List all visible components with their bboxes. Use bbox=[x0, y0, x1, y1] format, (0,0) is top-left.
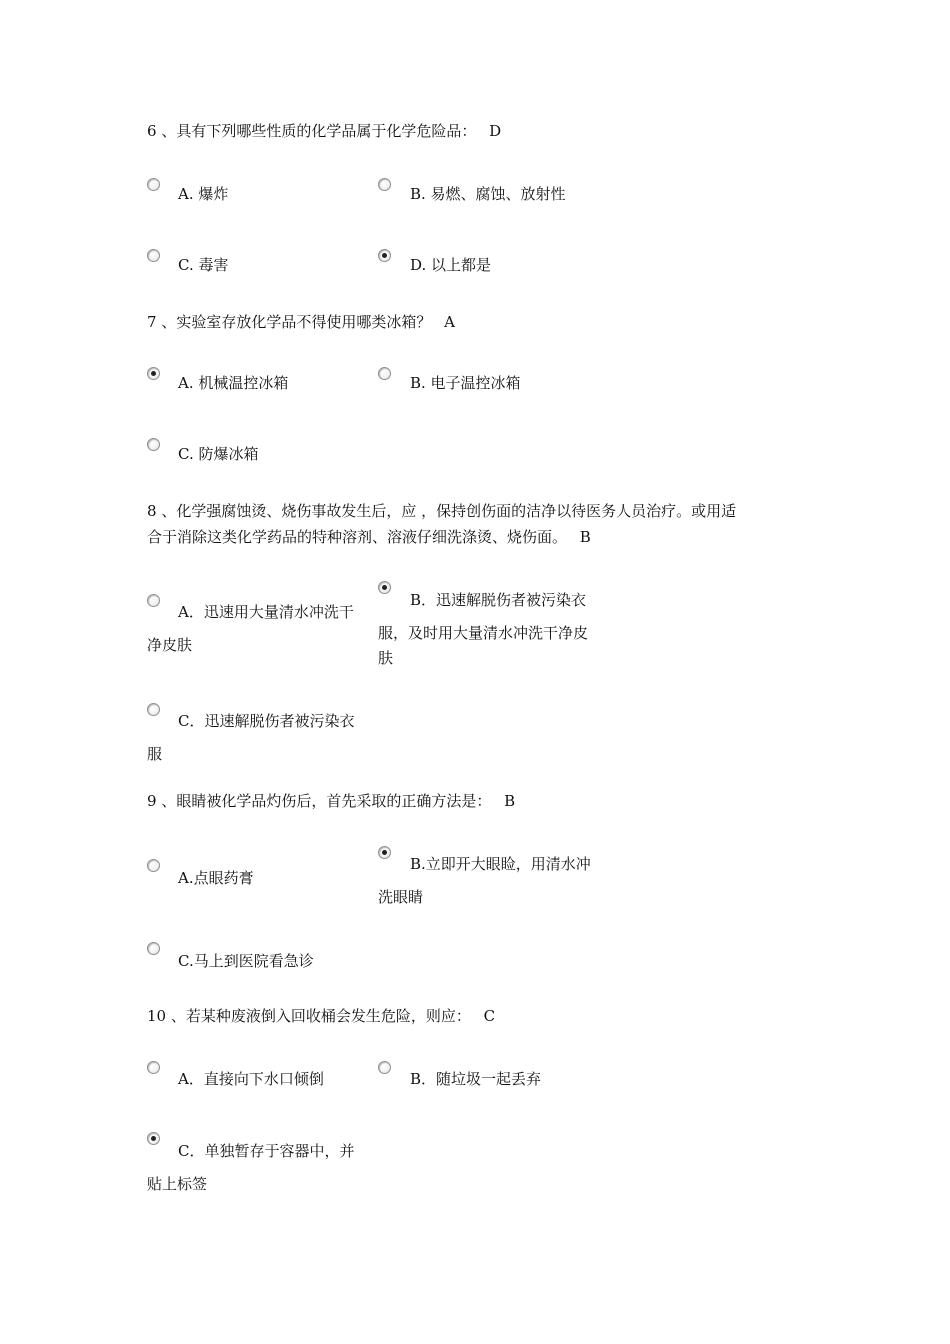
q10-option-a-radio[interactable] bbox=[147, 1061, 160, 1074]
q6-option-c-radio[interactable] bbox=[147, 249, 160, 262]
question-text-line1: 、化学强腐蚀烫、烧伤事故发生后，应 ，保持创伤面的洁净以待医务人员治疗。或用适 bbox=[161, 502, 737, 520]
question-9 bbox=[147, 790, 515, 811]
answer-key: B bbox=[504, 792, 516, 810]
q8-option-a-label-line2: 净皮肤 bbox=[147, 636, 193, 654]
q7-option-a-label: A. 机械温控冰箱 bbox=[178, 374, 289, 392]
q9-option-b-label-line1: B.立即开大眼睑，用清水冲 bbox=[410, 855, 591, 873]
q6-option-a-radio[interactable] bbox=[147, 178, 160, 191]
q7-option-b-label: B. 电子温控冰箱 bbox=[410, 374, 521, 392]
q8-option-a-label-line1: A．迅速用大量清水冲洗干 bbox=[178, 603, 354, 621]
question-number: 9 bbox=[147, 792, 157, 810]
q8-option-c-radio[interactable] bbox=[147, 703, 160, 716]
q6-option-a-label: A. 爆炸 bbox=[178, 185, 229, 203]
q6-option-b-label: B. 易燃、腐蚀、放射性 bbox=[410, 185, 566, 203]
q7-option-a-radio[interactable] bbox=[147, 367, 160, 380]
question-number: 7 bbox=[147, 313, 157, 331]
q10-option-c-radio[interactable] bbox=[147, 1132, 160, 1145]
q9-option-c-radio[interactable] bbox=[147, 942, 160, 955]
q9-option-c-label: C.马上到医院看急诊 bbox=[178, 952, 314, 970]
question-number: 8 bbox=[147, 502, 157, 520]
q9-option-b-radio[interactable] bbox=[378, 846, 391, 859]
q9-option-a-radio[interactable] bbox=[147, 859, 160, 872]
q10-option-b-radio[interactable] bbox=[378, 1061, 391, 1074]
q8-option-b-radio[interactable] bbox=[378, 581, 391, 594]
question-number: 10 bbox=[147, 1007, 167, 1025]
question-number: 6 bbox=[147, 122, 157, 140]
q10-option-c-label-line2: 贴上标签 bbox=[147, 1175, 208, 1193]
question-7 bbox=[147, 311, 455, 332]
question-text: 、若某种废液倒入回收桶会发生危险，则应： bbox=[170, 1007, 471, 1025]
q8-option-b-label-line2: 服，及时用大量清水冲洗干净皮 bbox=[378, 624, 589, 642]
q8-option-b-label-line3: 肤 bbox=[378, 649, 394, 667]
q7-option-b-radio[interactable] bbox=[378, 367, 391, 380]
q6-option-b-radio[interactable] bbox=[378, 178, 391, 191]
q9-option-a-label: A.点眼药膏 bbox=[178, 869, 254, 887]
q10-option-c-label-line1: C．单独暂存于容器中，并 bbox=[178, 1142, 355, 1160]
question-text-line2: 合于消除这类化学药品的特种溶剂、溶液仔细洗涤烫、烧伤面。 bbox=[147, 528, 568, 546]
question-8-line2 bbox=[147, 526, 591, 547]
q8-option-c-label-line2: 服 bbox=[147, 745, 163, 763]
q8-option-b-label-line1: B．迅速解脱伤者被污染衣 bbox=[410, 591, 587, 609]
question-text: 、实验室存放化学品不得使用哪类冰箱？ bbox=[161, 313, 432, 331]
question-text: 、眼睛被化学品灼伤后，首先采取的正确方法是： bbox=[161, 792, 492, 810]
q10-option-b-label: B．随垃圾一起丢弃 bbox=[410, 1070, 542, 1088]
q6-option-d-radio[interactable] bbox=[378, 249, 391, 262]
answer-key: C bbox=[483, 1007, 496, 1025]
q8-option-c-label-line1: C．迅速解脱伤者被污染衣 bbox=[178, 712, 355, 730]
q10-option-a-label: A．直接向下水口倾倒 bbox=[178, 1070, 324, 1088]
q8-option-a-radio[interactable] bbox=[147, 594, 160, 607]
question-8 bbox=[147, 500, 736, 521]
answer-key: D bbox=[489, 122, 502, 140]
question-text: 、具有下列哪些性质的化学品属于化学危险品： bbox=[161, 122, 477, 140]
answer-key: A bbox=[444, 313, 455, 331]
question-10 bbox=[147, 1005, 495, 1026]
q7-option-c-radio[interactable] bbox=[147, 438, 160, 451]
answer-key: B bbox=[579, 528, 591, 546]
q7-option-c-label: C. 防爆冰箱 bbox=[178, 445, 259, 463]
question-6 bbox=[147, 120, 501, 141]
q6-option-c-label: C. 毒害 bbox=[178, 256, 229, 274]
q9-option-b-label-line2: 洗眼睛 bbox=[378, 888, 424, 906]
q6-option-d-label: D. 以上都是 bbox=[410, 256, 492, 274]
